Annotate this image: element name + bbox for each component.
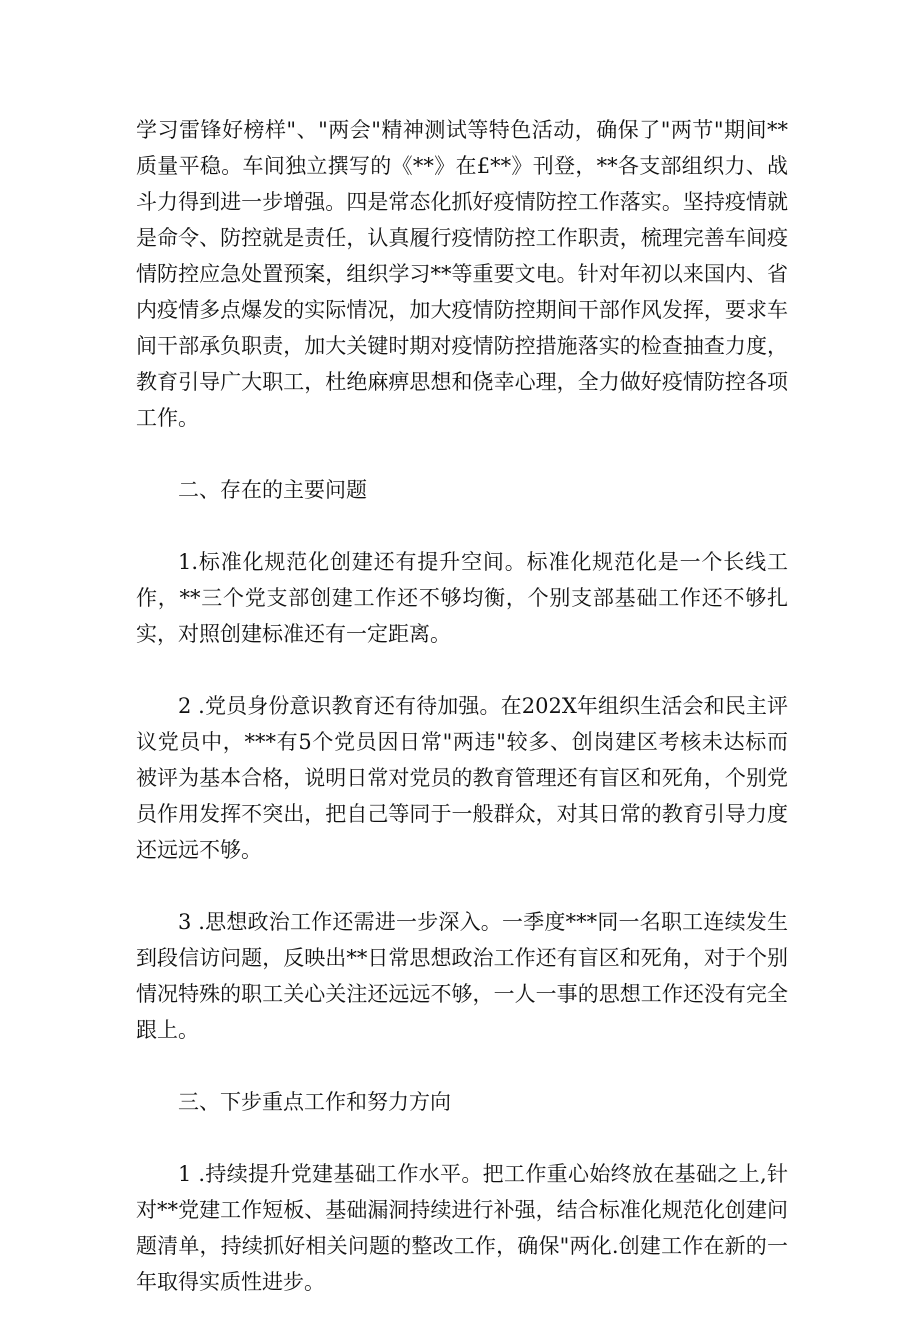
- paragraph-epidemic-control: 学习雷锋好榜样"、"两会"精神测试等特色活动，确保了"两节"期间**质量平稳。车间独立撰写的《**》在£**》刊登，**各支部组织力、战斗力得到进一步增强。四是常态化抓好疫情防控工作落实。坚持疫情就是命令、防控就是责任，认真履行疫情防控工作职责，梳理完善车间疫情防控应急处置预案，组织学习**等重要文电。针对年初以来国内、省内疫情多点爆发的实际情况，加大疫情防控期间干部作风发挥，要求车间干部承负职责，加大关键时期对疫情防控措施落实的检查抽查力度，教育引导广大职工，杜绝麻痹思想和侥幸心理，全力做好疫情防控各项工作。: [136, 118, 788, 430]
- paragraph-next-step-1: 1 .持续提升党建基础工作水平。把工作重心始终放在基础之上,针对**党建工作短板、基础漏洞持续进行补强，结合标准化规范化创建问题清单，持续抓好相关问题的整改工作，确保"两化.创建工作在新的一年取得实质性进步。: [136, 1162, 788, 1294]
- section-heading-next-steps: 三、下步重点工作和努力方向: [178, 1090, 451, 1114]
- paragraph-problem-1: 1.标准化规范化创建还有提升空间。标准化规范化是一个长线工作，**三个党支部创建工作还不够均衡，个别支部基础工作还不够扎实，对照创建标准还有一定距离。: [136, 550, 788, 646]
- document-body: [136, 112, 788, 1336]
- section-heading-main-problems: 二、存在的主要问题: [178, 478, 367, 502]
- paragraph-problem-2: 2 .党员身份意识教育还有待加强。在202X年组织生活会和民主评议党员中，***有5个党员因日常"两违"较多、创岗建区考核未达标而被评为基本合格，说明日常对党员的教育管理还有盲区和死角，个别党员作用发挥不突出，把自己等同于一般群众，对其日常的教育引导力度还远远不够。: [136, 694, 788, 862]
- paragraph-problem-3: 3 .思想政治工作还需进一步深入。一季度***同一名职工连续发生到段信访问题，反映出**日常思想政治工作还有盲区和死角，对于个别情况特殊的职工关心关注还远远不够，一人一事的思想工作还没有完全跟上。: [136, 910, 788, 1042]
